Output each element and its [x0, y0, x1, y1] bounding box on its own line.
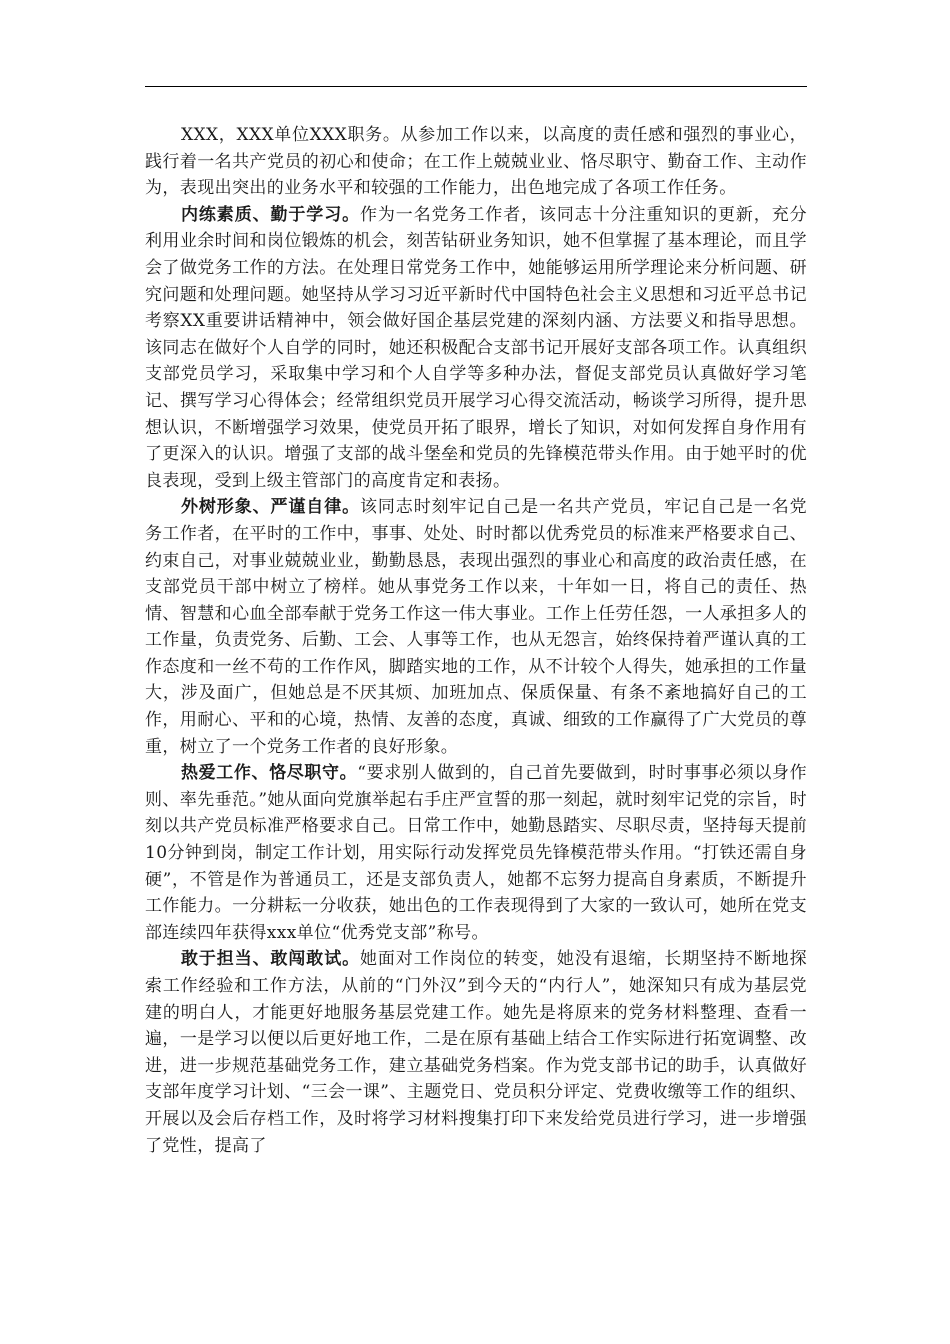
- header-rule: [145, 86, 807, 87]
- paragraph-lead: 热爱工作、恪尽职守。: [181, 763, 358, 784]
- paragraph-intro: [145, 122, 807, 202]
- paragraph-text: XXX，XXX单位XXX职务。从参加工作以来，以高度的责任感和强烈的事业心，践行着一名共产党员的初心和使命；在工作上兢兢业业、恪尽职守、勤奋工作、主动作为，表现出突出的业务水平和较强的工作能力，出色地完成了各项工作任务。: [145, 125, 807, 199]
- document-body: [145, 122, 807, 1159]
- paragraph-text: 该同志时刻牢记自己是一名共产党员，牢记自己是一名党务工作者，在平时的工作中，事事、处处、时时都以优秀党员的标准来严格要求自己、约束自己，对事业兢兢业业，勤勤恳恳，表现出强烈的事业心和高度的政治责任感，在支部党员干部中树立了榜样。她从事党务工作以来，十年如一日，将自己的责任、热情、智慧和心血全部奉献于党务工作这一伟大事业。工作上任劳任怨，一人承担多人的工作量，负责党务、后勤、工会、人事等工作，也从无怨言，始终保持着严谨认真的工作态度和一丝不苟的工作作风，脚踏实地的工作，从不计较个人得失，她承担的工作量大，涉及面广，但她总是不厌其烦、加班加点、保质保量、有条不紊地搞好自己的工作，用耐心、平和的心境，热情、友善的态度，真诚、细致的工作赢得了广大党员的尊重，树立了一个党务工作者的良好形象。: [145, 497, 807, 757]
- paragraph-lead: 敢于担当、敢闯敢试。: [181, 949, 360, 970]
- paragraph-lead: 外树形象、严谨自律。: [181, 497, 360, 518]
- paragraph-text: “要求别人做到的，自己首先要做到，时时事事必须以身作则、率先垂范。”她从面向党旗举起右手庄严宣誓的那一刻起，就时刻牢记党的宗旨，时刻以共产党员标准严格要求自己。日常工作中，她勤恳踏实、尽职尽责，坚持每天提前10分钟到岗，制定工作计划，用实际行动发挥党员先锋模范带头作用。“打铁还需自身硬”，不管是作为普通员工，还是支部负责人，她都不忘努力提高自身素质，不断提升工作能力。一分耕耘一分收获，她出色的工作表现得到了大家的一致认可，她所在党支部连续四年获得xxx单位“优秀党支部”称号。: [145, 763, 808, 943]
- paragraph-lead: 内练素质、勤于学习。: [181, 204, 360, 225]
- paragraph-image: [145, 494, 807, 760]
- paragraph-duty: [145, 760, 807, 946]
- paragraph-study: [145, 202, 807, 495]
- paragraph-text: 她面对工作岗位的转变，她没有退缩，长期坚持不断地探索工作经验和工作方法，从前的“门外汉”到今天的“内行人”，她深知只有成为基层党建的明白人，才能更好地服务基层党建工作。她先是将原来的党务材料整理、查看一遍，一是学习以便以后更好地工作，二是在原有基础上结合工作实际进行拓宽调整、改进，进一步规范基础党务工作，建立基础党务档案。作为党支部书记的助手，认真做好支部年度学习计划、“三会一课”、主题党日、党员积分评定、党费收缴等工作的组织、开展以及会后存档工作，及时将学习材料搜集打印下来发给党员进行学习，进一步增强了党性，提高了: [145, 949, 807, 1156]
- paragraph-text: 作为一名党务工作者，该同志十分注重知识的更新，充分利用业余时间和岗位锻炼的机会，刻苦钻研业务知识，她不但掌握了基本理论，而且学会了做党务工作的方法。在处理日常党务工作中，她能够运用所学理论来分析问题、研究问题和处理问题。她坚持从学习习近平新时代中国特色社会主义思想和习近平总书记考察XX重要讲话精神中，领会做好国企基层党建的深刻内涵、方法要义和指导思想。该同志在做好个人自学的同时，她还积极配合支部书记开展好支部各项工作。认真组织支部党员学习，采取集中学习和个人自学等多种办法，督促支部党员认真做好学习笔记、撰写学习心得体会；经常组织党员开展学习心得交流活动，畅谈学习所得，提升思想认识，不断增强学习效果，使党员开拓了眼界，增长了知识，对如何发挥自身作用有了更深入的认识。增强了支部的战斗堡垒和党员的先锋模范带头作用。由于她平时的优良表现，受到上级主管部门的高度肯定和表扬。: [145, 204, 807, 491]
- paragraph-courage: [145, 946, 807, 1159]
